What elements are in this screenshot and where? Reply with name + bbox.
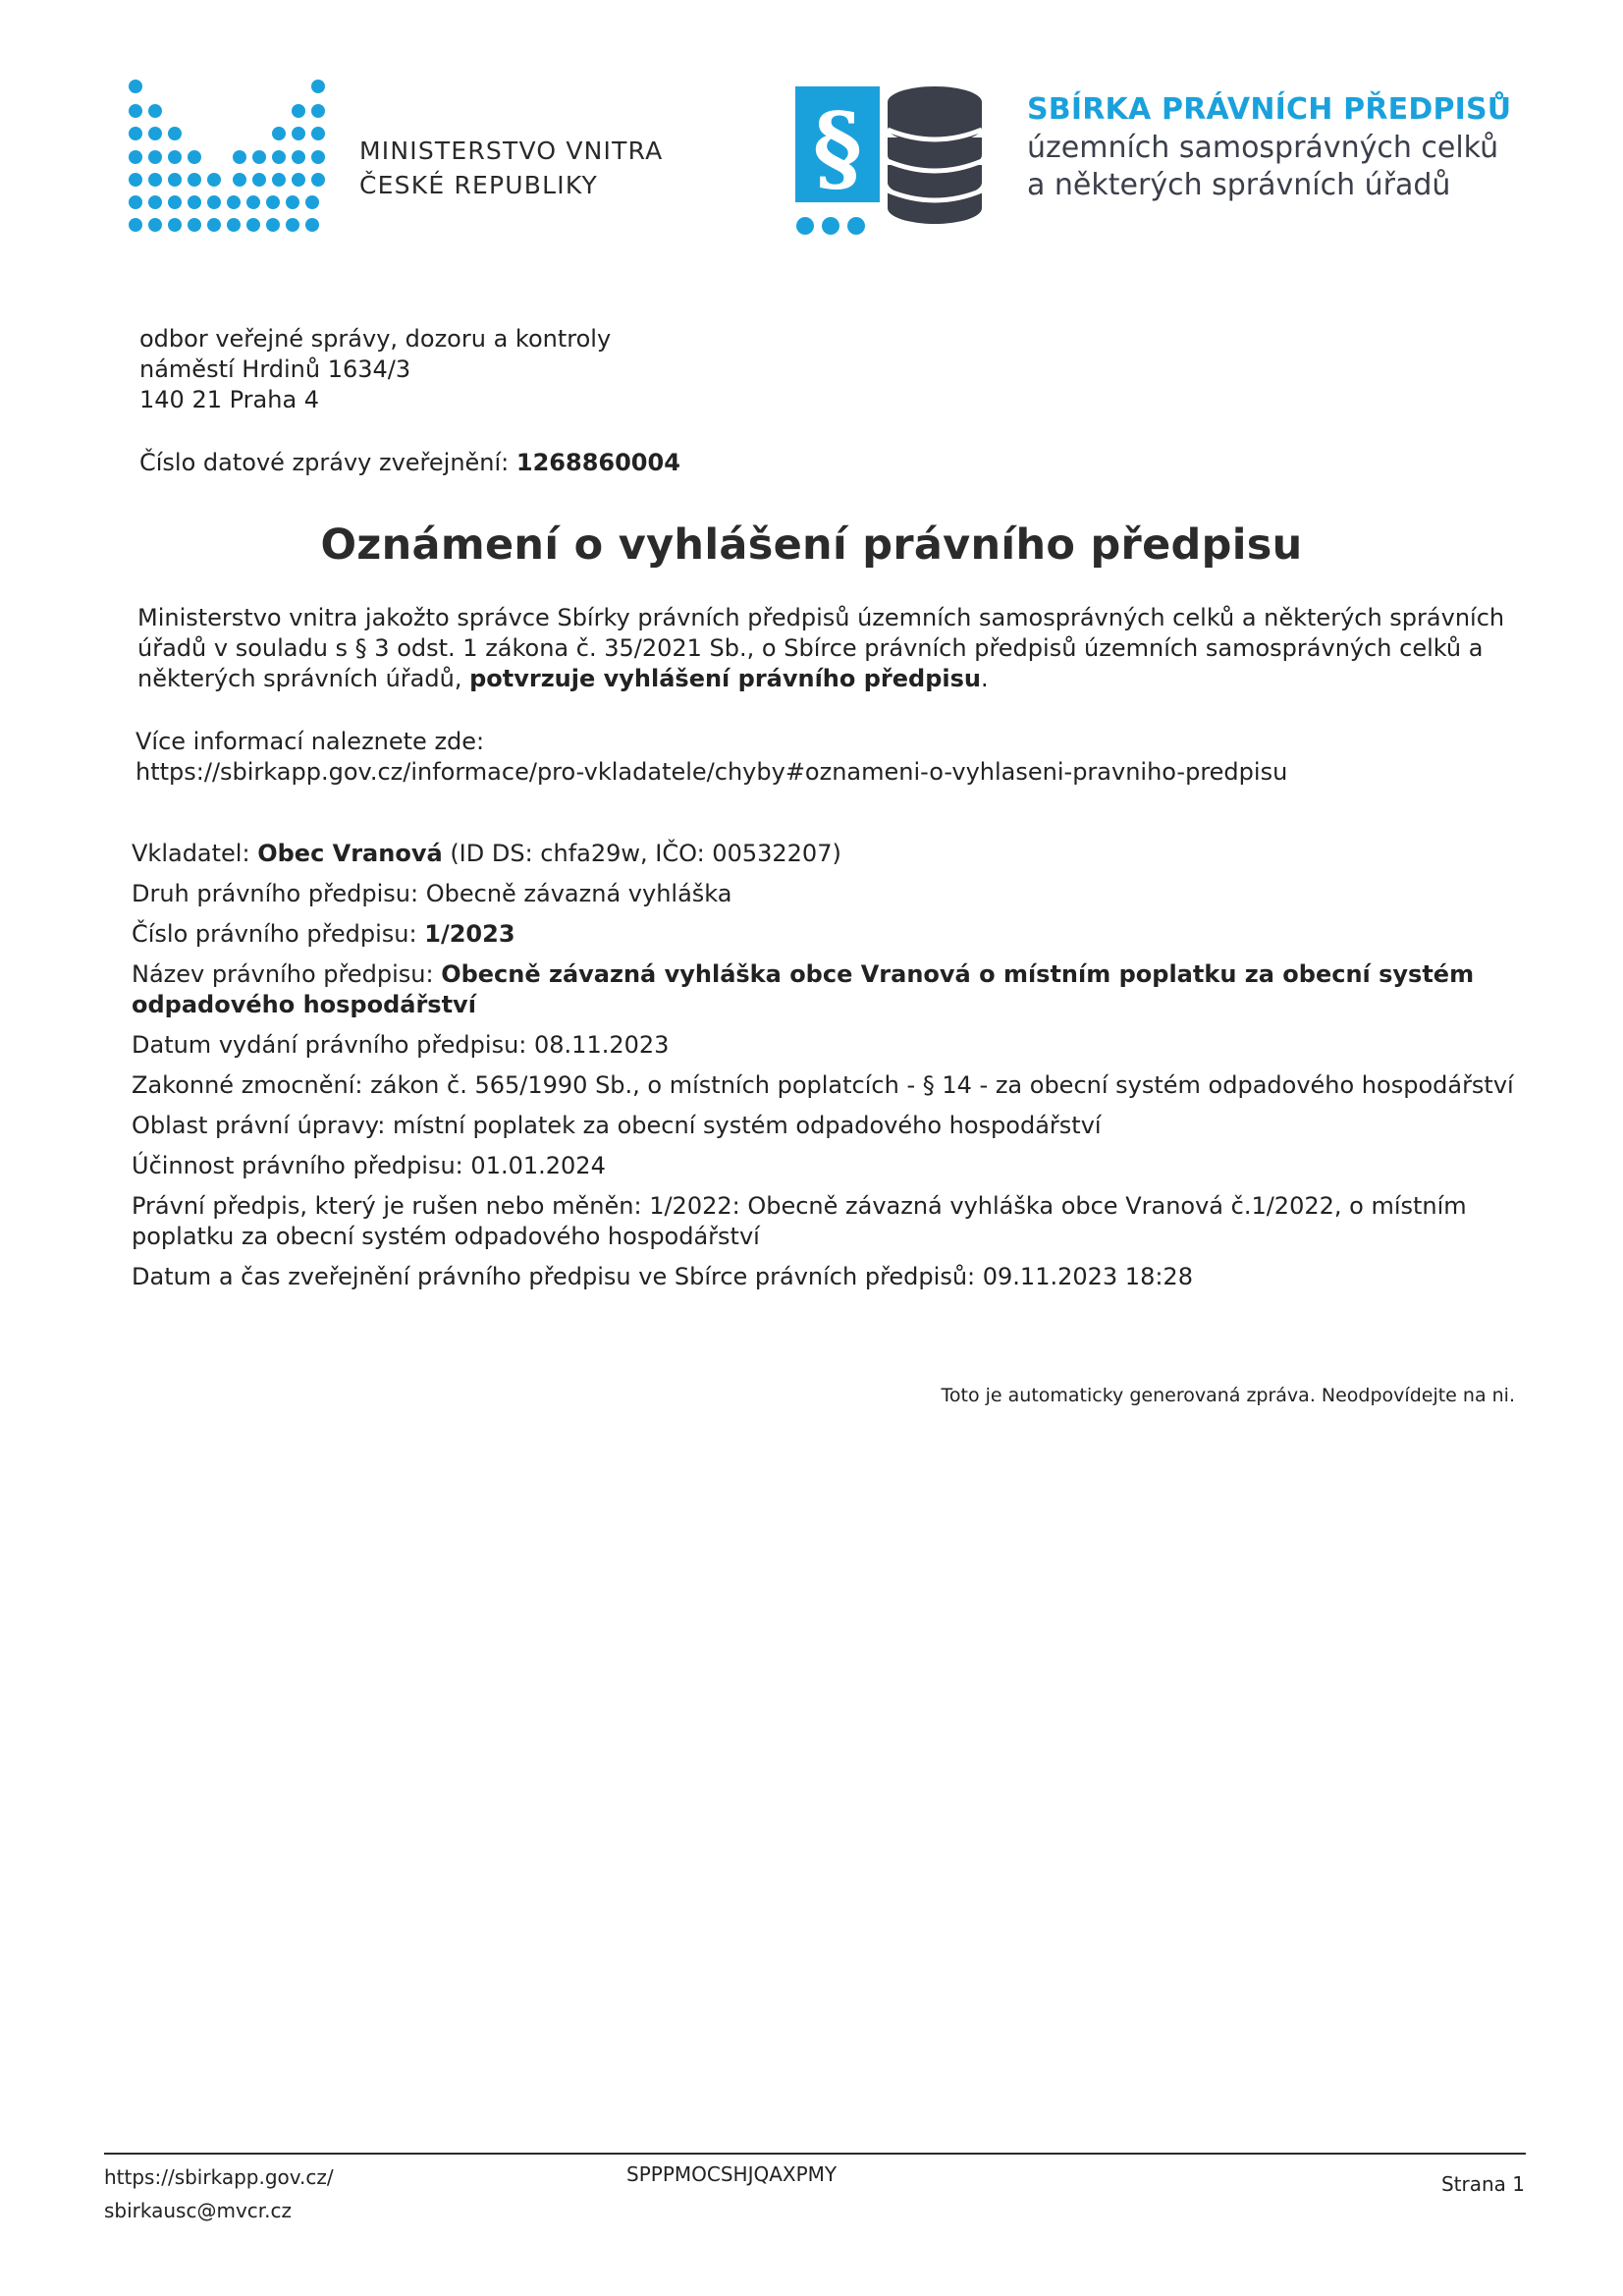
published-label: Datum a čas zveřejnění právního předpisu ve Sbírce právních předpisů:	[132, 1263, 976, 1290]
more-info-url[interactable]: https://sbirkapp.gov.cz/informace/pro-vkladatele/chyby#oznameni-o-vyhlaseni-pravniho-predpisu	[135, 758, 1288, 786]
area-label: Oblast právní úpravy:	[132, 1112, 386, 1139]
effect-label: Účinnost právního předpisu:	[132, 1152, 463, 1179]
repealed-label: Právní předpis, který je rušen nebo měněn:	[132, 1192, 642, 1220]
repealed-value: 1/2022: Obecně závazná vyhláška obce Vranová č.1/2022, o místním poplatku za obecní systém odpadového hospodářství	[132, 1192, 1467, 1250]
ministry-name-line2: ČESKÉ REPUBLIKY	[359, 171, 599, 199]
message-number	[139, 448, 680, 478]
footer-page-number: Strana 1	[1440, 2172, 1525, 2196]
more-info-label: Více informací naleznete zde:	[135, 728, 485, 755]
issue-value: 08.11.2023	[534, 1031, 670, 1059]
footer-contacts	[104, 2160, 334, 2227]
depositor-name: Obec Vranová	[257, 840, 443, 867]
footer-email[interactable]: sbirkausc@mvcr.cz	[104, 2199, 293, 2222]
intro-text: Ministerstvo vnitra jakožto správce Sbírky právních předpisů územních samosprávných celků a některých správních úřadů v souladu s § 3 odst. 1 zákona č. 35/2021 Sb., o Sbírce právních předpisů územních samosprávných celků a některých správních úřadů,	[137, 604, 1505, 692]
field-depositor	[132, 839, 1536, 869]
authority-value: zákon č. 565/1990 Sb., o místních poplatcích - § 14 - za obecní systém odpadového hospodářství	[370, 1071, 1514, 1099]
ministry-logo-dots	[129, 80, 325, 232]
published-value: 09.11.2023 18:28	[982, 1263, 1193, 1290]
type-label: Druh právního předpisu:	[132, 880, 419, 907]
more-info	[135, 727, 1530, 788]
address-line3: 140 21 Praha 4	[139, 386, 320, 413]
field-authority	[132, 1070, 1536, 1101]
footer-url[interactable]: https://sbirkapp.gov.cz/	[104, 2165, 334, 2189]
type-value: Obecně závazná vyhláška	[425, 880, 732, 907]
address-line2: náměstí Hrdinů 1634/3	[139, 355, 411, 383]
field-issue-date	[132, 1030, 1536, 1061]
field-type	[132, 879, 1536, 909]
auto-generated-note: Toto je automaticky generovaná zpráva. Neodpovídejte na ni.	[941, 1385, 1515, 1406]
authority-label: Zakonné zmocnění:	[132, 1071, 363, 1099]
effect-value: 01.01.2024	[470, 1152, 606, 1179]
paragraph-icon: §	[812, 92, 863, 203]
intro-bold: potvrzuje vyhlášení právního předpisu	[469, 665, 981, 692]
footer-divider	[104, 2153, 1526, 2155]
field-repealed	[132, 1191, 1536, 1252]
collection-title	[1027, 90, 1511, 204]
ministry-name-line1: MINISTERSTVO VNITRA	[359, 137, 664, 165]
sender-address	[139, 324, 611, 415]
name-label: Název právního předpisu:	[132, 960, 434, 988]
number-label: Číslo právního předpisu:	[132, 920, 417, 948]
field-published	[132, 1262, 1536, 1292]
issue-label: Datum vydání právního předpisu:	[132, 1031, 527, 1059]
depositor-ids: (ID DS: chfa29w, IČO: 00532207)	[450, 840, 841, 867]
depositor-label: Vkladatel:	[132, 840, 250, 867]
name-value: Obecně závazná vyhláška obce Vranová o místním poplatku za obecní systém odpadového hospodářství	[132, 960, 1475, 1018]
number-value: 1/2023	[424, 920, 515, 948]
message-number-label: Číslo datové zprávy zveřejnění:	[139, 449, 510, 476]
area-value: místní poplatek za obecní systém odpadového hospodářství	[392, 1112, 1102, 1139]
collection-title-sub2: a některých správních úřadů	[1027, 168, 1451, 202]
address-line1: odbor veřejné správy, dozoru a kontroly	[139, 325, 612, 353]
regulation-fields	[132, 839, 1536, 1302]
intro-paragraph	[137, 603, 1512, 694]
footer-code: SPPPMOCSHJQAXPMY	[626, 2162, 838, 2186]
document-title: Oznámení o vyhlášení právního předpisu	[320, 520, 1303, 570]
ministry-name	[359, 134, 663, 202]
message-number-value: 1268860004	[515, 449, 680, 476]
field-name	[132, 959, 1536, 1020]
collection-logo	[795, 84, 988, 240]
collection-logo-dots	[796, 217, 865, 235]
ministry-logo	[126, 77, 334, 234]
field-number	[132, 919, 1536, 950]
field-effect	[132, 1151, 1536, 1181]
collection-title-main: SBÍRKA PRÁVNÍCH PŘEDPISŮ	[1027, 92, 1512, 127]
intro-end: .	[981, 665, 989, 692]
collection-title-sub1: územních samosprávných celků	[1027, 131, 1499, 165]
field-area	[132, 1111, 1536, 1141]
